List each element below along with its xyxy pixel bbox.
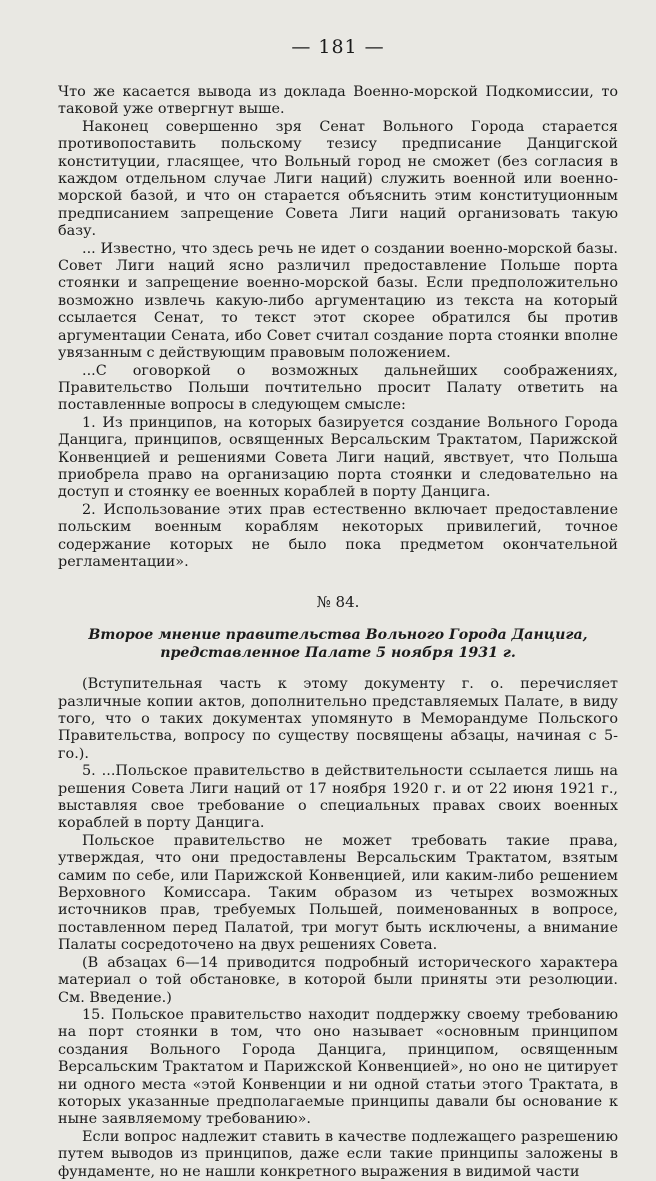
paragraph: ...С оговоркой о возможных дальнейших соображениях, Правительство Польши почтительно просит Палату ответить на поставленные вопросы в следующем смысле: bbox=[58, 362, 618, 414]
paragraph: 1. Из принципов, на которых базируется создание Вольного Города Данцига, принципов, освященных Версальским Трактатом, Парижской Конвенцией и решениями Совета Лиги наций, явствует, что Польша приобрела право на организацию порта стоянки и следовательно на доступ и стоянку ее военных кораблей в порту Данцига. bbox=[58, 414, 618, 501]
paragraph: 15. Польское правительство находит поддержку своему требованию на порт стоянки в том, что оно называет «основным принципом создания Вольного Города Данцига, принципом, освященным Версальским Трактатом и Парижской Конвенцией», но оно не цитирует ни одного места «этой Конвенции и ни одной статьи этого Трактата, в которых указанные предполагаемые принципы давали бы основание к ныне заявляемому требованию». bbox=[58, 1006, 618, 1128]
document-number: № 84. bbox=[316, 593, 360, 612]
document-title: Второе мнение правительства Вольного Города Данцига, представленное Палате 5 ноября 1931 г. bbox=[88, 627, 588, 661]
paragraph: (В абзацах 6—14 приводится подробный исторического характера материал о той обстановке, в которой были приняты эти резолюции. См. Введение.) bbox=[58, 954, 618, 1006]
document-page bbox=[58, 36, 618, 1180]
paragraph: 2. Использование этих прав естественно включает предоставление польским военным кораблям некоторых привилегий, точное содержание которых не было пока предметом окончательной регламентации». bbox=[58, 501, 618, 570]
page-number: — 181 — bbox=[291, 36, 385, 58]
paragraph: ... Известно, что здесь речь не идет о создании военно-морской базы. Совет Лиги наций ясно различил предоставление Польше порта стоянки и запрещение военно-морской базы. Если предположительно возможно извлечь какую-либо аргументацию из текста на который ссылается Сенат, то текст этот скорее обратился бы против аргументации Сената, ибо Совет считал создание порта стоянки вполне увязанным с действующим правовым положением. bbox=[58, 240, 618, 362]
paragraph: Что же касается вывода из доклада Военно-морской Подкомиссии, то таковой уже отвергнут выше. bbox=[58, 84, 618, 118]
paragraph: 5. ...Польское правительство в действительности ссылается лишь на решения Совета Лиги наций от 17 ноября 1920 г. и от 22 июня 1921 г., выставляя свое требование о специальных правах своих военных кораблей в порту Данцига. bbox=[58, 763, 618, 832]
paragraph: Если вопрос надлежит ставить в качестве подлежащего разрешению путем выводов из принципов, даже если такие принципы заложены в фундаменте, но не нашли конкретного выражения в видимой части bbox=[58, 1128, 618, 1180]
paragraph: Польское правительство не может требовать такие права, утверждая, что они предоставлены Версальским Трактатом, взятым самим по себе, или Парижской Конвенцией, или каким-либо решением Верховного Комиссара. Таким образом из четырех возможных источников прав, требуемых Польшей, поименованных в вопросе, поставленном перед Палатой, три могут быть исключены, а внимание Палаты сосредоточено на двух решениях Совета. bbox=[58, 832, 618, 954]
paragraph: (Вступительная часть к этому документу г. о. перечисляет различные копии актов, дополнительно представляемых Палате, в виду того, что о таких документах упомянуто в Меморандуме Польского Правительства, вопросу по существу посвящены абзацы, начиная с 5-го.). bbox=[58, 676, 618, 762]
paragraph: Наконец совершенно зря Сенат Вольного Города старается противопоставить польскому тезису предписание Данцигской конституции, гласящее, что Вольный город не сможет (без согласия в каждом отдельном случае Лиги наций) служить военной или военно-морской базой, и что он старается объяснить этим конституционным предписанием запрещение Совета Лиги наций организовать такую базу. bbox=[58, 118, 618, 240]
